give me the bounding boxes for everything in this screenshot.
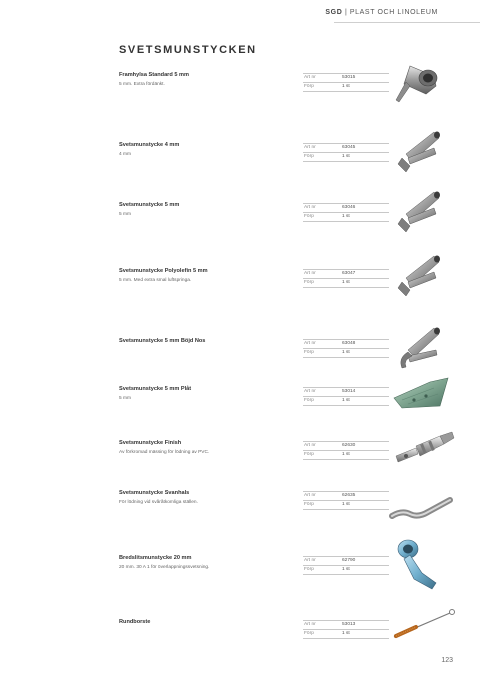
spec-label-art: Art nr	[304, 443, 316, 448]
product-name: Svetsmunstycke 4 mm	[119, 142, 180, 148]
spec-value-art: 63047	[342, 271, 356, 276]
header-section: PLAST OCH LINOLEUM	[349, 9, 438, 16]
spec-value-forp: 1 st	[342, 84, 350, 89]
spec-value-forp: 1 st	[342, 398, 350, 403]
spec-value-forp: 1 st	[342, 280, 350, 285]
product-desc: För lödning vid svåråtkomliga ställen.	[119, 500, 198, 505]
spec-table	[303, 269, 389, 288]
spec-row-forp	[303, 152, 389, 162]
page-number: 123	[441, 657, 453, 664]
spec-row-art	[303, 620, 389, 629]
speed-nozzle-image	[394, 188, 444, 238]
plate-nozzle-image	[390, 374, 450, 416]
spec-row-forp	[303, 348, 389, 358]
product-desc: 5 mm. Extra fördänkt.	[119, 82, 165, 87]
spec-table	[303, 620, 389, 639]
spec-label-forp: Förp	[304, 567, 314, 572]
spec-label-forp: Förp	[304, 154, 314, 159]
spec-row-art	[303, 73, 389, 82]
spec-table	[303, 556, 389, 575]
speed-nozzle-image	[394, 128, 444, 178]
header-brand: SGD	[325, 9, 343, 16]
product-desc: 5 mm	[119, 396, 131, 401]
spec-value-forp: 1 st	[342, 631, 350, 636]
spec-value-art: 63045	[342, 145, 356, 150]
spec-value-art: 62635	[342, 493, 356, 498]
spec-label-art: Art nr	[304, 205, 316, 210]
product-name: Bredslitsmunstycke 20 mm	[119, 555, 192, 561]
product-name: Svetsmunstycke 5 mm Böjd Nos	[119, 338, 206, 344]
page-title: SVETSMUNSTYCKEN	[119, 44, 257, 56]
product-name: Svetsmunstycke 5 mm Plåt	[119, 386, 192, 392]
header-divider	[334, 22, 480, 23]
product-row	[0, 555, 480, 615]
spec-value-forp: 1 st	[342, 214, 350, 219]
product-name: Framhylsa Standard 5 mm	[119, 72, 189, 78]
spec-table	[303, 387, 389, 406]
spec-value-forp: 1 st	[342, 350, 350, 355]
spec-row-art	[303, 441, 389, 450]
spec-value-art: 62790	[342, 558, 356, 563]
finish-nozzle-image	[390, 430, 456, 470]
spec-table	[303, 143, 389, 162]
product-desc: 4 mm	[119, 152, 131, 157]
spec-value-forp: 1 st	[342, 567, 350, 572]
spec-value-art: 63048	[342, 341, 356, 346]
round-brush-image	[388, 607, 458, 643]
page-header	[0, 0, 480, 24]
spec-label-forp: Förp	[304, 280, 314, 285]
spec-value-forp: 1 st	[342, 502, 350, 507]
spec-label-art: Art nr	[304, 145, 316, 150]
spec-row-art	[303, 556, 389, 565]
spec-row-art	[303, 143, 389, 152]
swan-neck-nozzle-image	[388, 488, 458, 528]
spec-row-forp	[303, 629, 389, 639]
spec-label-forp: Förp	[304, 398, 314, 403]
spec-row-forp	[303, 565, 389, 575]
spec-label-forp: Förp	[304, 631, 314, 636]
spec-table	[303, 203, 389, 222]
product-desc: 5 mm	[119, 212, 131, 217]
spec-table	[303, 73, 389, 92]
tube-nozzle-image	[388, 60, 448, 110]
spec-value-forp: 1 st	[342, 154, 350, 159]
spec-label-art: Art nr	[304, 558, 316, 563]
product-desc: 20 mm. 30 A 1 för överlappningssvetsning.	[119, 565, 210, 570]
spec-row-forp	[303, 500, 389, 510]
spec-row-forp	[303, 212, 389, 222]
spec-label-forp: Förp	[304, 84, 314, 89]
product-name: Svetsmunstycke Polyolefin 5 mm	[119, 268, 208, 274]
wide-slot-nozzle-image	[392, 535, 442, 591]
product-desc: Av förkromad mässing för lödning av PVC.	[119, 450, 210, 455]
spec-value-art: 53015	[342, 75, 356, 80]
spec-row-forp	[303, 450, 389, 460]
spec-label-forp: Förp	[304, 502, 314, 507]
spec-label-forp: Förp	[304, 452, 314, 457]
speed-nozzle-image	[394, 252, 444, 302]
spec-row-forp	[303, 82, 389, 92]
product-name: Svetsmunstycke 5 mm	[119, 202, 180, 208]
spec-row-forp	[303, 396, 389, 406]
product-name: Svetsmunstycke Finish	[119, 440, 182, 446]
spec-row-art	[303, 491, 389, 500]
spec-value-art: 53014	[342, 389, 356, 394]
spec-row-art	[303, 387, 389, 396]
spec-label-forp: Förp	[304, 350, 314, 355]
product-name: Rundborste	[119, 619, 151, 625]
header-separator: |	[344, 9, 348, 16]
spec-label-art: Art nr	[304, 271, 316, 276]
spec-label-art: Art nr	[304, 622, 316, 627]
header-text	[325, 9, 438, 16]
spec-label-art: Art nr	[304, 75, 316, 80]
product-row	[0, 268, 480, 328]
product-row	[0, 619, 480, 679]
product-row	[0, 72, 480, 132]
bent-nozzle-image	[394, 324, 444, 374]
spec-row-art	[303, 269, 389, 278]
spec-label-art: Art nr	[304, 389, 316, 394]
spec-row-art	[303, 339, 389, 348]
spec-row-forp	[303, 278, 389, 288]
product-desc: 5 mm. Med extra smal luftspringa.	[119, 278, 192, 283]
product-name: Svetsmunstycke Svanhals	[119, 490, 190, 496]
spec-value-art: 62630	[342, 443, 356, 448]
spec-table	[303, 339, 389, 358]
spec-value-art: 63046	[342, 205, 356, 210]
spec-table	[303, 441, 389, 460]
spec-label-art: Art nr	[304, 493, 316, 498]
spec-label-forp: Förp	[304, 214, 314, 219]
spec-row-art	[303, 203, 389, 212]
spec-value-forp: 1 st	[342, 452, 350, 457]
spec-value-art: 53013	[342, 622, 356, 627]
spec-table	[303, 491, 389, 510]
spec-label-art: Art nr	[304, 341, 316, 346]
